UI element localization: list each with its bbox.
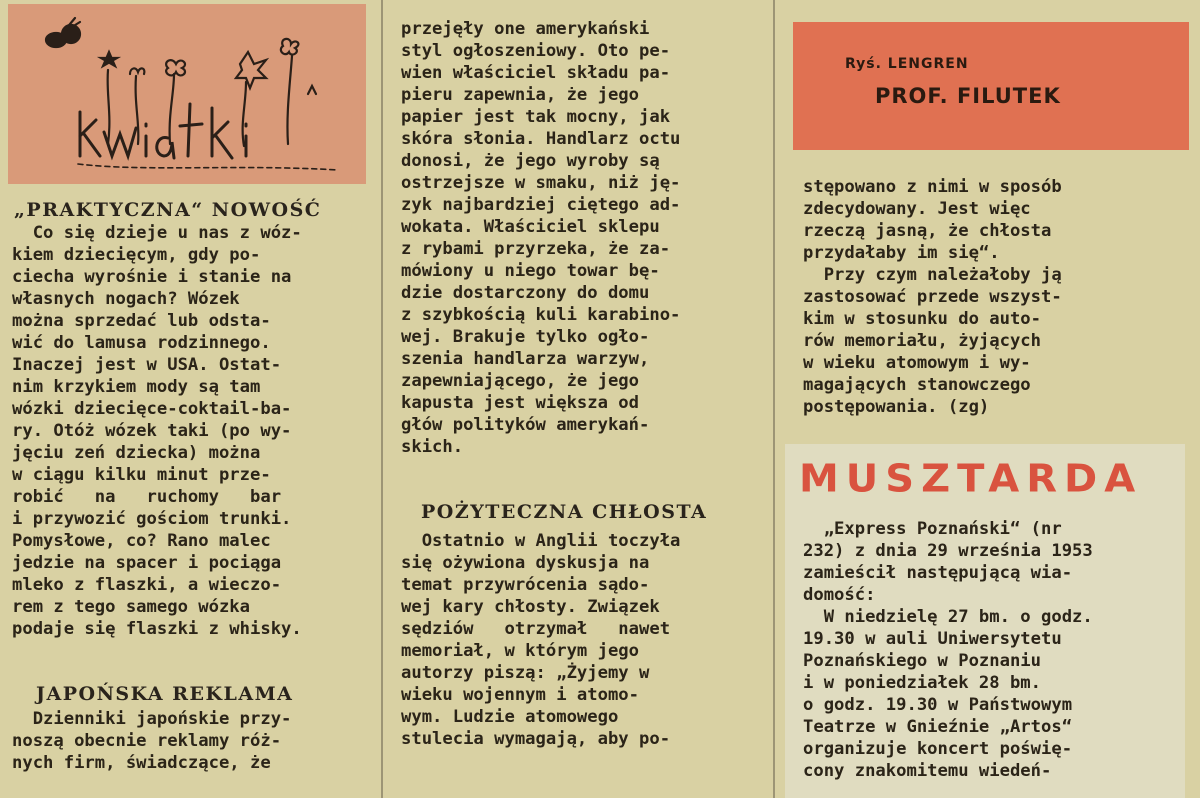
headline-japonska: JAPOŃSKA REKLAMA (36, 683, 294, 705)
text-line: W niedzielę 27 bm. o godz. (803, 607, 1093, 627)
text-line: papier jest tak mocny, jak (401, 107, 671, 127)
text-line: wózki dziecięce-coktail-ba- (12, 399, 292, 419)
text-line: Teatrze w Gnieźnie „Artos“ (803, 717, 1073, 737)
comic-title: PROF. FILUTEK (875, 84, 1061, 108)
comic-credit: Ryś. LENGREN (845, 56, 969, 72)
text-line: kim w stosunku do auto- (803, 309, 1041, 329)
text-line: cony znakomitemu wiedeń- (803, 761, 1052, 781)
text-line: memoriał, w którym jego (401, 641, 639, 661)
text-line: w wieku atomowym i wy- (803, 353, 1031, 373)
text-line: donosi, że jego wyroby są (401, 151, 660, 171)
text-line: jęciu zeń dziecka) można (12, 443, 261, 463)
text-line: Pomysłowe, co? Rano malec (12, 531, 271, 551)
text-line: ciecha wyrośnie i stanie na (12, 267, 292, 287)
text-line: stępowano z nimi w sposób (803, 177, 1062, 197)
text-line: magających stanowczego (803, 375, 1031, 395)
article-praktyczna (12, 222, 302, 640)
text-line: temat przywrócenia sądo- (401, 575, 650, 595)
musztarda-title: MUSZTARDA (799, 457, 1143, 501)
text-line: styl ogłoszeniowy. Oto pe- (401, 41, 671, 61)
text-line: autorzy piszą: „Żyjemy w (401, 663, 650, 683)
text-line: zapewniającego, że jego (401, 371, 639, 391)
headline-praktyczna: „PRAKTYCZNA“ NOWOŚĆ (14, 199, 322, 221)
text-line: w ciągu kilku minut prze- (12, 465, 271, 485)
text-line: kiem dziecięcym, gdy po- (12, 245, 261, 265)
text-line: o godz. 19.30 w Państwowym (803, 695, 1073, 715)
column-1 (8, 0, 370, 798)
headline-chlosta: POŻYTECZNA CHŁOSTA (421, 501, 708, 523)
text-line: 232) z dnia 29 września 1953 (803, 541, 1093, 561)
text-line: wym. Ludzie atomowego (401, 707, 619, 727)
text-line: zastosować przede wszyst- (803, 287, 1062, 307)
text-line: Ostatnio w Anglii toczyła (401, 531, 681, 551)
article-musztarda (803, 518, 1093, 782)
text-line: zyk najbardziej ciętego ad- (401, 195, 681, 215)
text-line: z rybami przyrzeka, że za- (401, 239, 671, 259)
text-line: wieku wojennym i atomo- (401, 685, 639, 705)
text-line: Dzienniki japońskie przy- (12, 709, 292, 729)
column-divider (381, 0, 383, 798)
text-line: skóra słonia. Handlarz octu (401, 129, 681, 149)
text-line: z szybkością kuli karabino- (401, 305, 681, 325)
text-line: rów memoriału, żyjących (803, 331, 1041, 351)
text-line: się ożywiona dyskusja na (401, 553, 650, 573)
text-line: wien właściciel składu pa- (401, 63, 671, 83)
text-line: Poznańskiego w Poznaniu (803, 651, 1041, 671)
text-line: 19.30 w auli Uniwersytetu (803, 629, 1062, 649)
text-line: pieru zapewnia, że jego (401, 85, 639, 105)
text-line: wej kary chłosty. Związek (401, 597, 660, 617)
text-line: robić na ruchomy bar (12, 487, 282, 507)
text-line: ostrzejsze w smaku, niż ję- (401, 173, 681, 193)
article-japonska-continued (401, 18, 680, 458)
text-line: skich. (401, 437, 464, 457)
text-line: Inaczej jest w USA. Ostat- (12, 355, 282, 375)
text-line: zamieścił następującą wia- (803, 563, 1073, 583)
text-line: „Express Poznański“ (nr (803, 519, 1062, 539)
text-line: wokata. Właściciel sklepu (401, 217, 660, 237)
text-line: domość: (803, 585, 876, 605)
text-line: nim krzykiem mody są tam (12, 377, 261, 397)
text-line: wej. Brakuje tylko ogło- (401, 327, 650, 347)
butterfly-icon (46, 18, 80, 47)
text-line: rem z tego samego wózka (12, 597, 250, 617)
column-3 (785, 0, 1190, 798)
text-line: podaje się flaszki z whisky. (12, 619, 302, 639)
flowers-illustration-icon (8, 4, 366, 184)
text-line: jedzie na spacer i pociąga (12, 553, 282, 573)
text-line: organizuje koncert poświę- (803, 739, 1073, 759)
column-divider (773, 0, 775, 798)
article-chlosta (401, 530, 680, 750)
text-line: i przywozić gościom trunki. (12, 509, 292, 529)
text-line: mleko z flaszki, a wieczo- (12, 575, 282, 595)
text-line: własnych nogach? Wózek (12, 289, 240, 309)
text-line: kapusta jest większa od (401, 393, 639, 413)
article-japonska (12, 708, 291, 774)
text-line: szenia handlarza warzyw, (401, 349, 650, 369)
text-line: wić do lamusa rodzinnego. (12, 333, 271, 353)
text-line: głów polityków amerykań- (401, 415, 650, 435)
text-line: sędziów otrzymał nawet (401, 619, 671, 639)
text-line: stulecia wymagają, aby po- (401, 729, 671, 749)
column-2 (397, 0, 767, 798)
text-line: rzeczą jasną, że chłosta (803, 221, 1052, 241)
text-line: Przy czym należałoby ją (803, 265, 1062, 285)
text-line: przejęły one amerykański (401, 19, 650, 39)
article-chlosta-continued (803, 176, 1062, 418)
kwiatki-header (8, 4, 366, 184)
text-line: mówiony u niego towar bę- (401, 261, 660, 281)
text-line: Co się dzieje u nas z wóz- (12, 223, 302, 243)
text-line: ry. Otóż wózek taki (po wy- (12, 421, 292, 441)
text-line: nych firm, świadczące, że (12, 753, 271, 773)
filutek-comic-box (793, 22, 1189, 150)
text-line: noszą obecnie reklamy róż- (12, 731, 282, 751)
text-line: przydałaby im się“. (803, 243, 1000, 263)
text-line: zdecydowany. Jest więc (803, 199, 1031, 219)
text-line: dzie dostarczony do domu (401, 283, 650, 303)
text-line: można sprzedać lub odsta- (12, 311, 271, 331)
text-line: i w poniedziałek 28 bm. (803, 673, 1041, 693)
text-line: postępowania. (zg) (803, 397, 990, 417)
